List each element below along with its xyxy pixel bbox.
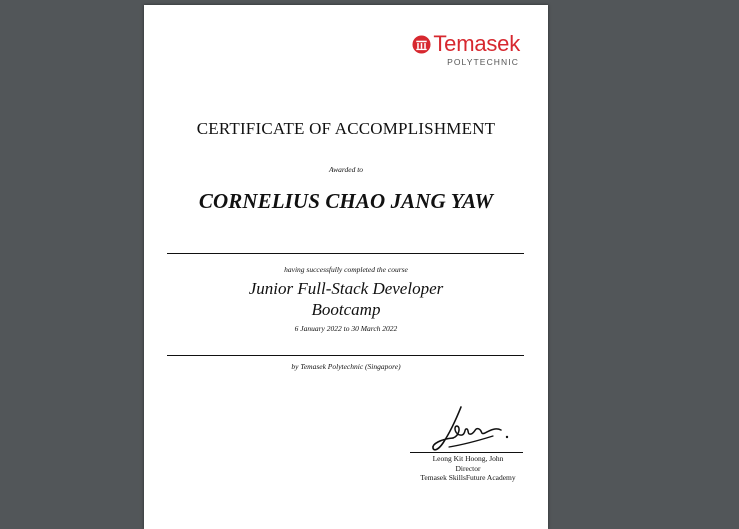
certificate-page — [144, 5, 548, 529]
completed-label: having successfully completed the course — [284, 265, 408, 274]
signature-image — [431, 403, 511, 455]
recipient-name: CORNELIUS CHAO JANG YAW — [198, 189, 494, 213]
divider-bottom — [167, 355, 524, 356]
course-title — [144, 278, 548, 320]
signatory-name: Leong Kit Hoong, John — [432, 454, 504, 463]
signatory-role: Director — [455, 463, 481, 473]
logo-subtitle: POLYTECHNIC — [447, 57, 519, 67]
signature-line — [410, 452, 523, 453]
course-title-line-1: Junior Full-Stack Developer — [248, 279, 444, 298]
provider-text: by Temasek Polytechnic (Singapore) — [291, 362, 401, 371]
temasek-logo — [412, 31, 520, 67]
awarded-to-label: Awarded to — [328, 165, 364, 174]
temasek-emblem-icon — [412, 35, 431, 54]
signatory-block — [400, 454, 536, 483]
course-title-line-2: Bootcamp — [311, 300, 381, 319]
logo-name: Temasek — [433, 31, 520, 56]
certificate-title: CERTIFICATE OF ACCOMPLISHMENT — [196, 119, 496, 138]
divider-top — [167, 253, 524, 254]
course-dates: 6 January 2022 to 30 March 2022 — [294, 324, 398, 333]
signatory-organization: Temasek SkillsFuture Academy — [420, 473, 516, 482]
